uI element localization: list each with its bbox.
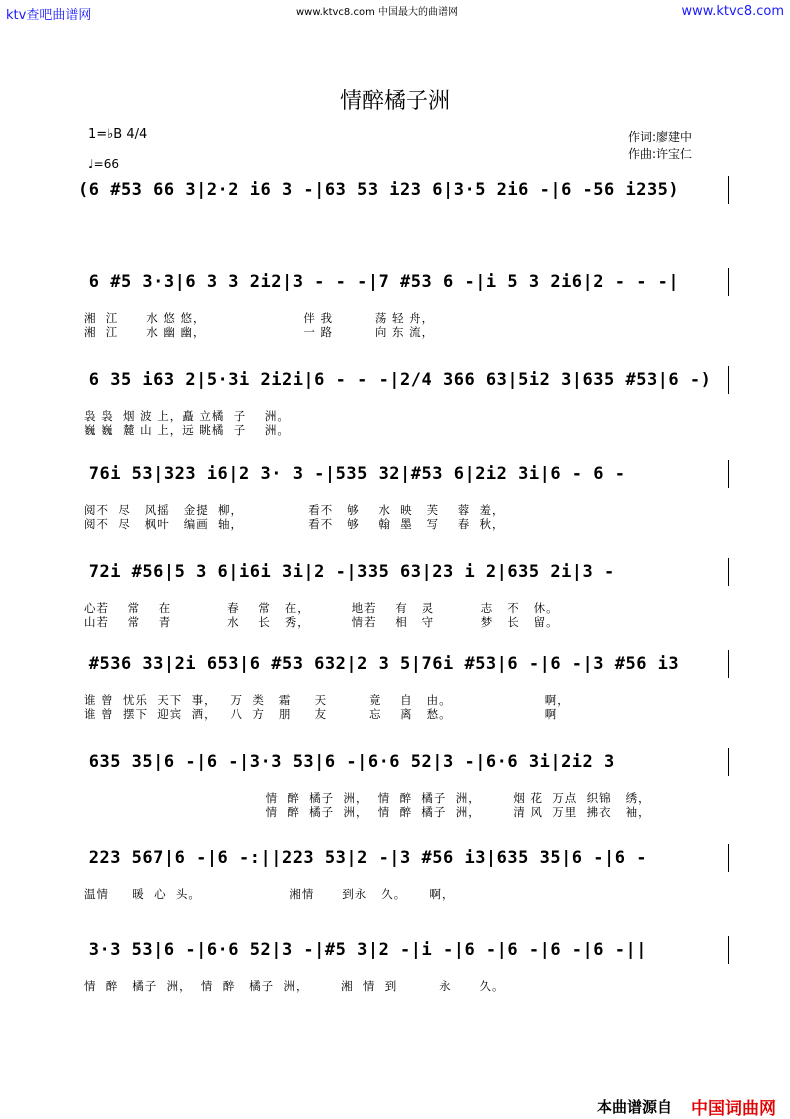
staff-notes: 6 #5 3·3|6 3 3 2i2|3 - - -|7 #53 6 -|i 5 3 2i6|2 - - -|: [78, 272, 680, 292]
song-title: 情醉橘子洲: [339, 89, 450, 114]
staff-notes: 3·3 53|6 -|6·6 52|3 -|#5 3|2 -|i -|6 -|6 -|6 -|6 -||: [78, 940, 647, 960]
lyric-line-2: 谁 曾 摆下 迎宾 酒， 八 方 朋 友 忘 离 愁。 啊: [84, 707, 558, 721]
lyricist-credit: 作词:廖建中: [628, 130, 693, 144]
lyric-line-1: 阅不 尽 风摇 金提 柳， 看不 够 水 映 芙 蓉 羞，: [84, 503, 505, 517]
composer-credit: 作曲:许宝仁: [628, 147, 693, 161]
barline: [728, 460, 729, 488]
staff-notes: (6 #53 66 3|2·2 i6 3 -|63 53 i23 6|3·5 2i6 -|6 -56 i235): [78, 180, 680, 200]
tempo-marking: ♩=66: [88, 157, 119, 171]
lyric-line-1: 情 醉 橘子 洲， 情 醉 橘子 洲， 烟 花 万点 织锦 绣，: [84, 791, 651, 805]
staff-notes: 223 567|6 -|6 -:||223 53|2 -|3 #56 i3|635 35|6 -|6 -: [78, 848, 647, 868]
lyric-line-2: 山若 常 青 水 长 秀， 情若 相 守 梦 长 留。: [84, 615, 559, 629]
footer-source-site[interactable]: 中国词曲网: [691, 1099, 776, 1119]
barline: [728, 650, 729, 678]
barline: [728, 748, 729, 776]
staff-notes: 635 35|6 -|6 -|3·3 53|6 -|6·6 52|3 -|6·6 3i|2i2 3: [78, 752, 615, 772]
lyric-line-1: 心若 常 在 春 常 在， 地若 有 灵 志 不 休。: [84, 601, 559, 615]
barline: [728, 176, 729, 204]
lyric-line-2: 湘 江 水 幽 幽， 一 路 向 东 流，: [84, 325, 435, 339]
barline: [728, 844, 729, 872]
header-site-link-right[interactable]: www.ktvc8.com: [681, 4, 784, 19]
lyric-line-1: 温情 暖 心 头。 湘情 到永 久。 啊，: [84, 887, 455, 901]
barline: [728, 936, 729, 964]
barline: [728, 268, 729, 296]
key-signature: 1=♭B 4/4: [88, 127, 148, 142]
lyric-line-1: 谁 曾 忧乐 天下 事， 万 类 霜 天 竟 自 由。 啊，: [84, 693, 570, 707]
barline: [728, 558, 729, 586]
lyric-line-2: 阅不 尽 枫叶 编画 轴， 看不 够 翰 墨 写 春 秋，: [84, 517, 505, 531]
staff-notes: #536 33|2i 653|6 #53 632|2 3 5|76i #53|6 -|6 -|3 #56 i3: [78, 654, 680, 674]
lyric-line-1: 湘 江 水 悠 悠， 伴 我 荡 轻 舟，: [84, 311, 435, 325]
lyric-line-2: 巍 巍 麓 山 上，远 眺橘 子 洲。: [84, 423, 290, 437]
header-center-text: www.ktvc8.com 中国最大的曲谱网: [296, 7, 459, 18]
staff-notes: 76i 53|323 i6|2 3· 3 -|535 32|#53 6|2i2 3i|6 - 6 -: [78, 464, 626, 484]
staff-notes: 72i #56|5 3 6|i6i 3i|2 -|335 63|23 i 2|635 2i|3 -: [78, 562, 615, 582]
lyric-line-2: 情 醉 橘子 洲， 情 醉 橘子 洲， 清 风 万里 拂衣 袖，: [84, 805, 651, 819]
footer-source-label: 本曲谱源自: [596, 1098, 672, 1116]
lyric-line-1: 袅 袅 烟 波 上，矗 立橘 子 洲。: [84, 409, 290, 423]
lyric-line-1: 情 醉 橘子 洲， 情 醉 橘子 洲， 湘 情 到 永 久。: [84, 979, 505, 993]
barline: [728, 366, 729, 394]
staff-notes: 6 35 i63 2|5·3i 2i2i|6 - - -|2/4 366 63|5i2 3|635 #53|6 -): [78, 370, 712, 390]
header-site-link-left[interactable]: ktv查吧曲谱网: [6, 8, 92, 23]
